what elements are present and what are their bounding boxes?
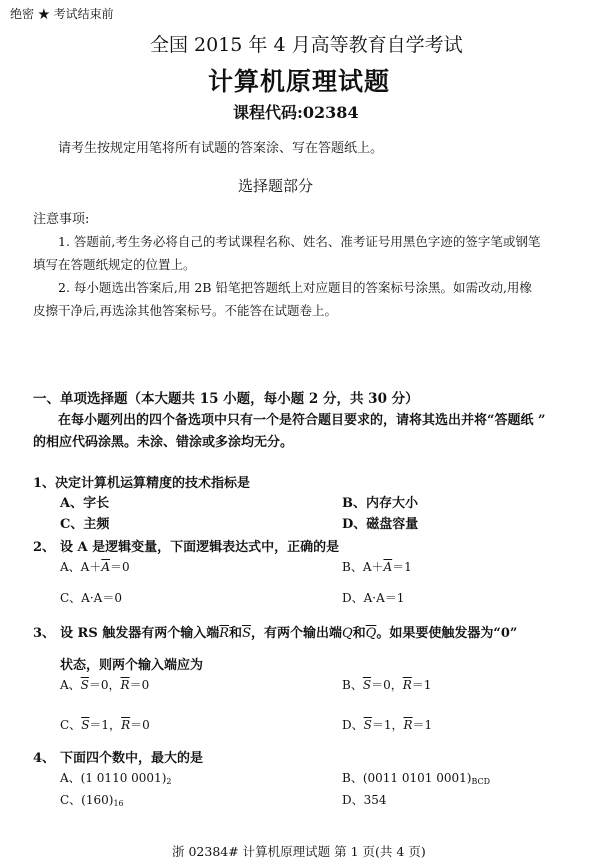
q4-c-value: C、(160)	[60, 793, 114, 807]
q3-q-bar: $\overline{Q}$	[365, 626, 377, 641]
confidential-mark: 绝密 ★ 考试结束前	[10, 7, 114, 21]
q2-b-prefix: B、A＋	[342, 560, 384, 574]
q1-option-b: B、内存大小	[342, 496, 418, 511]
q1-option-d: D、磁盘容量	[342, 517, 419, 532]
q3-s-bar: $\overline{S}$	[242, 626, 251, 641]
q3-option-c	[60, 716, 150, 733]
q2-a-suffix: ＝0	[110, 560, 130, 574]
paper-title: 计算机原理试题	[208, 67, 391, 96]
section-title: 选择题部分	[238, 177, 314, 195]
q4-option-d: D、354	[342, 793, 387, 807]
q2-option-d: D、A·A＝1	[342, 591, 405, 605]
part1-title: 一、单项选择题（本大题共 15 小题，每小题 2 分，共 30 分）	[33, 391, 419, 407]
q3-c-mid: ＝1，	[89, 718, 122, 732]
q3-b-s-bar: $\overline{S}$	[362, 678, 372, 692]
q3-b-mid: ＝0，	[371, 678, 403, 692]
q3-b-prefix: B、	[342, 678, 363, 692]
q2-number: 2、	[33, 540, 56, 555]
q3-stem-line2: 状态，则两个输入端应为	[60, 658, 204, 673]
q3-c-r-bar: $\overline{R}$	[121, 718, 131, 732]
q4-number: 4、	[33, 751, 56, 766]
q4-a-base: 2	[166, 777, 172, 786]
q3-a-prefix: A、	[60, 678, 81, 692]
q2-option-a	[60, 558, 130, 575]
note-1-cont: 填写在答题纸规定的位置上。	[33, 257, 196, 272]
q3-a-mid: ＝0，	[88, 678, 121, 692]
q1-option-c: C、主频	[60, 517, 110, 532]
q2-option-b	[342, 558, 412, 575]
q1-stem: 1、决定计算机运算精度的技术指标是	[33, 476, 251, 491]
q3-b-suffix: ＝1	[411, 678, 432, 692]
q2-a-prefix: A、A＋	[60, 560, 102, 574]
course-code: 课程代码:02384	[233, 103, 359, 122]
q3-option-a	[60, 676, 149, 693]
notes-label: 注意事项:	[33, 212, 90, 227]
part1-instruction: 在每小题列出的四个备选项中只有一个是符合题目要求的，请将其选出并将“答题纸 ”	[58, 413, 546, 428]
q3-a-s-bar: $\overline{S}$	[80, 678, 89, 692]
part1-instruction-cont: 的相应代码涂黑。未涂、错涂或多涂均无分。	[33, 435, 294, 450]
q4-option-b	[342, 769, 490, 786]
q4-b-value: B、(0011 0101 0001)	[342, 771, 472, 785]
q3-d-suffix: ＝1	[412, 718, 433, 732]
q3-c-s-bar: $\overline{S}$	[81, 718, 90, 732]
q1-option-a: A、字长	[60, 496, 110, 511]
q3-b-r-bar: $\overline{R}$	[402, 678, 412, 692]
q3-c-prefix: C、	[60, 718, 82, 732]
q3-number: 3、	[33, 626, 56, 641]
q3-q: Q	[341, 626, 353, 641]
q3-stem-part1: 设 RS 触发器有两个输入端	[60, 626, 220, 641]
q3-d-s-bar: $\overline{S}$	[363, 718, 372, 732]
note-2-cont: 皮擦干净后,再选涂其他答案标号。不能答在试题卷上。	[33, 303, 337, 318]
q4-b-base: BCD	[471, 777, 490, 786]
note-2: 2. 每小题选出答案后,用 2B 铅笔把答题纸上对应题目的答案标号涂黑。如需改动,用橡	[58, 280, 532, 295]
q3-and-2: 和	[352, 626, 366, 641]
q3-and: 和	[229, 626, 243, 641]
intro-text: 请考生按规定用笔将所有试题的答案涂、写在答题纸上。	[58, 141, 384, 156]
q3-a-suffix: ＝0	[129, 678, 150, 692]
exam-title: 全国 2015 年 4 月高等教育自学考试	[150, 34, 463, 56]
q2-b-negated-var: $\overline{A}$	[383, 560, 393, 574]
q4-option-a	[60, 769, 171, 786]
q2-a-negated-var: $\overline{A}$	[101, 560, 111, 574]
q3-stem-part3: 。如果要使触发器为“0”	[376, 626, 518, 641]
q3-stem	[60, 622, 517, 641]
q2-option-c: C、A·A＝0	[60, 591, 122, 605]
q2-b-suffix: ＝1	[392, 560, 412, 574]
q4-option-c	[60, 791, 124, 808]
page-footer: 浙 02384# 计算机原理试题 第 1 页(共 4 页)	[172, 844, 426, 859]
q2-stem: 设 A 是逻辑变量，下面逻辑表达式中，正确的是	[60, 540, 340, 555]
q4-stem: 下面四个数中，最大的是	[60, 751, 204, 766]
q3-r-bar: $\overline{R}$	[219, 626, 230, 641]
q3-option-b	[342, 676, 431, 693]
note-1: 1. 答题前,考生务必将自己的考试课程名称、姓名、准考证号用黑色字迹的签字笔或钢笔	[58, 234, 541, 249]
q4-a-value: A、(1 0110 0001)	[60, 771, 167, 785]
q4-c-base: 16	[113, 799, 124, 808]
q3-d-prefix: D、	[342, 718, 364, 732]
q3-c-suffix: ＝0	[130, 718, 150, 732]
q3-stem-part2: ，有两个输出端	[250, 626, 342, 641]
q3-d-mid: ＝1，	[371, 718, 404, 732]
q3-a-r-bar: $\overline{R}$	[120, 678, 130, 692]
q3-d-r-bar: $\overline{R}$	[403, 718, 413, 732]
q3-option-d	[342, 716, 432, 733]
